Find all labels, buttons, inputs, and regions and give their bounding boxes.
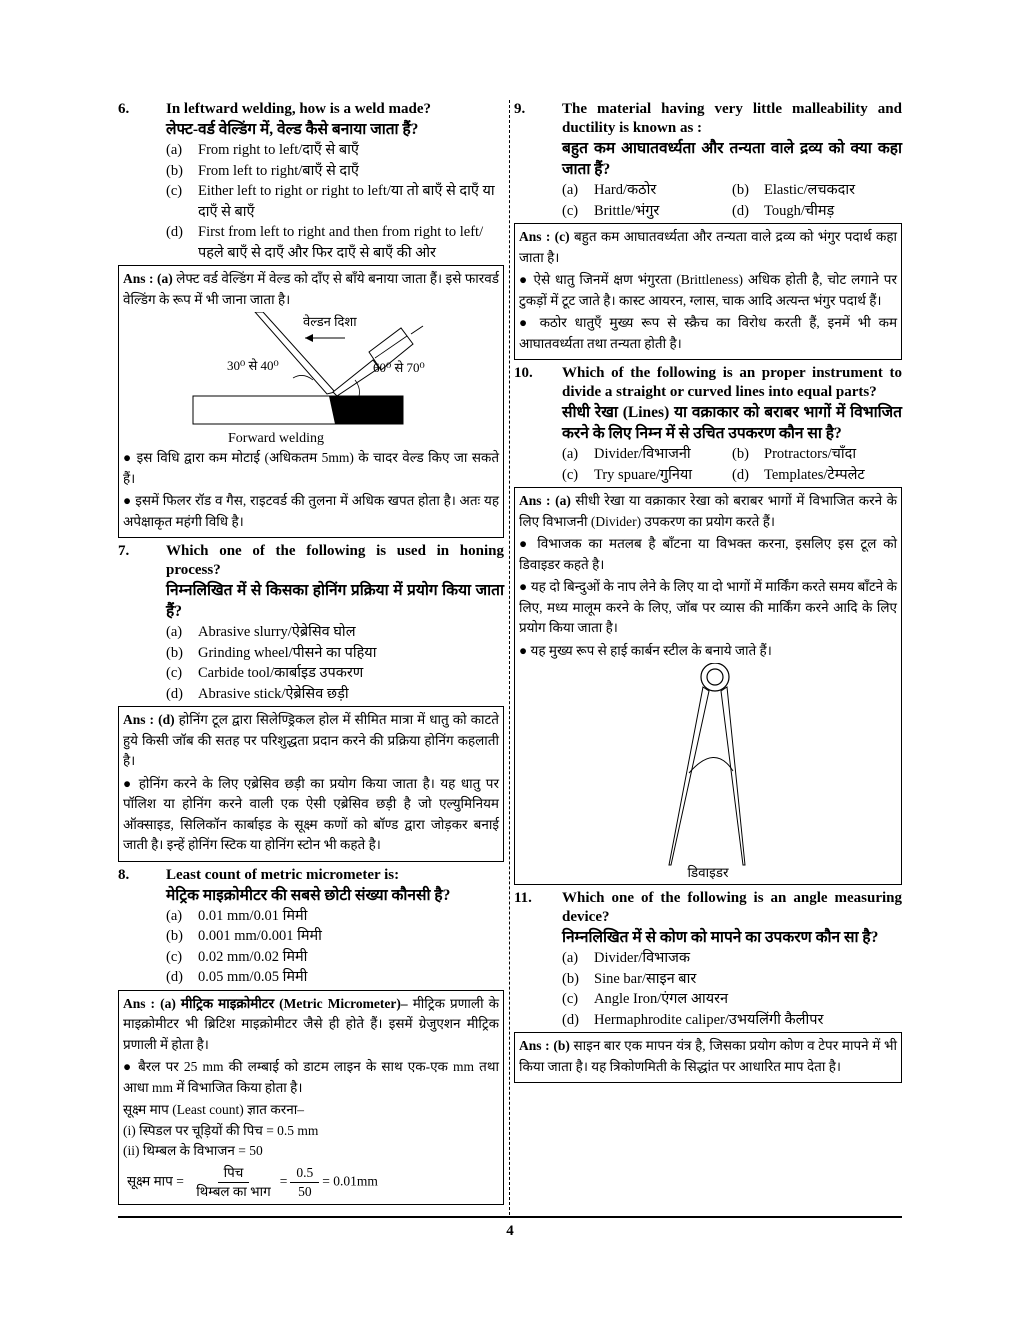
answer-box: Ans : (a) मीट्रिक माइक्रोमीटर (Metric Micrometer)– मीट्रिक प्रणाली के माइक्रोमीटर भी ब्रिटिश माइक्रोमीटर जैसे ही होते हैं। इसमें ग्रेजुएशन मीट्रिक प्रणाली में होता है। ● बैरल पर 25 mm की लम्बाई को डाटम लाइन के साथ एक-एक mm तथा आधा mm में विभाजित किया होता है। सूक्ष्म माप (Least count) ज्ञात करना– (i) स्पिडल पर चूड़ियों की पिच = 0.5 mm (ii) थिम्बल के विभाजन = 50 सूक्ष्म माप = $\frac{\text{पिच}}{\text{थिम्बल का भाग}}$ = $\frac{0.5}{50}$ = 0.01mm [118,990,504,1205]
question-text-hi: बहुत कम आघातवर्ध्यता और तन्यता वाले द्रव्य को क्या कहा जाता हैं? [562,140,902,178]
formula-result: = 0.01mm [322,1173,378,1189]
answer-label: Ans : (a) मीट्रिक माइक्रोमीटर (Metric Micrometer)– [123,995,408,1011]
option-text: 0.05 mm/0.05 मिमी [198,969,308,985]
question-text-en: Which one of the following is used in honing process? [166,543,504,578]
option-letter: (c) [166,665,183,681]
option-letter: (b) [732,446,749,462]
left-column [118,100,504,1209]
option-letter: (d) [166,969,183,985]
options [514,444,902,485]
option-letter: (c) [562,991,579,1007]
divider-icon [669,663,745,865]
option-letter: (c) [166,183,183,199]
option-letter: (d) [562,1011,579,1028]
bottom-rule [118,1216,902,1218]
diagram-caption: Forward welding [228,431,325,446]
answer-box [514,1032,902,1083]
options [118,140,504,263]
question-10 [514,364,902,885]
option-letter: (d) [166,685,183,702]
option-text: Elastic/लचकदार [764,182,856,198]
option-text: Angle Iron/एंगल आयरन [594,991,729,1007]
question-6 [118,100,504,538]
option-letter: (c) [166,948,183,965]
fraction-denominator: थिम्बल का भाग [196,1183,271,1199]
option-letter: (b) [732,182,749,198]
option-text: 0.01 mm/0.01 मिमी [198,907,308,924]
option-b [562,969,902,990]
least-count-step-1: (i) स्पिडल पर चूड़ियों की पिच = 0.5 mm [123,1122,319,1138]
answer-box: Ans : (c) बहुत कम आघातवर्ध्यता और तन्यता वाले द्रव्य को भंगुर पदार्थ कहा जाता है। ● ऐसे धातु जिनमें क्षण भंगुरता (Brittleness) अधिक होती है, चोट लगाने पर टुकड़ों में टूट जाते है। कास्ट आयरन, ग्लास, चाक आदि अत्यन्त भंगुर पदार्थ हैं। ● कठोर धातुएँ मुख्य रूप से स्क्रैच का विरोध करती हैं, इनमें भी कम आघातवर्ध्यता तथा तन्यता होती है। [514,223,902,360]
answer-box: Ans : (a) सीधी रेखा या वक्राकार रेखा को बराबर भागों में विभाजित करने के लिए विभाजनी (Divider) उपकरण का प्रयोग करते हैं। ● विभाजक का मतलब है बाँटना या विभक्त करना, इसलिए इस टूल को डिवाइडर कहते है। ● यह दो बिन्दुओं के नाप लेने के लिए या दो भागों में मार्किंग करते समय बाँटने के लिए, मध्य मालूम करने के लिए, जॉब पर व्यास की मार्किंग करने आदि के लिए प्रयोग किया जाता है। ● यह मुख्य रूप से हाई कार्बन स्टील के बनाये जाते हैं। डिवाइडर [514,487,902,885]
question-text-hi: निम्नलिखित में से कोण को मापने का उपकरण कौन सा है? [562,929,879,946]
answer-box: Ans : (a) लेफ्ट वर्ड वेल्डिंग में वेल्ड को दाँए से बाँये बनाया जाता हैं। इसे फारवर्ड वेल्डिंग के रूप में भी जाना जाता है। वेल्डन दिशा 30⁰ से 40⁰ 60⁰ से 70⁰ Forward welding ● इस विधि द्वारा कम मोटाई (अधिकतम 5mm) के चादर वेल्ड किए जा सकते हैं। ● इसमें फिलर रॉड व गैस, राइटवर्ड की तुलना में अधिक खपत होता है। अतः यह अपेक्षाकृत महंगी विधि है। [118,265,504,538]
option-text: Try spuare/गुनिया [594,466,693,483]
option-c [166,663,504,684]
option-text: Protractors/चाँदा [764,446,857,462]
fraction [190,1164,277,1201]
question-text-en: In leftward welding, how is a weld made? [166,101,432,117]
option-text: Carbide tool/कार्बाइड उपकरण [198,665,364,681]
question-text-hi: निम्नलिखित में से किसका होनिंग प्रक्रिया में प्रयोग किया जाता हैं? [166,582,504,620]
question-text-en: Which of the following is an proper instrument to divide a straight or curved lines into equal parts? [562,365,902,400]
option-letter: (d) [732,466,749,483]
option-text: Abrasive stick/ऐब्रेसिव छड़ी [198,685,349,702]
option-text: Templates/टेम्पलेट [764,466,865,483]
option-a [166,140,504,161]
option-a [166,622,504,643]
angle-left-label: 30⁰ से 40⁰ [227,358,279,373]
weld-bead [329,396,403,424]
answer-label: Ans : (d) [123,712,175,727]
option-c [562,989,902,1010]
question-text-en: Which one of the following is an angle measuring device? [562,890,902,925]
option-d [166,967,504,988]
option-text: Either left to right or right to left/या तो बाएँ से दाएँ या दाएँ से बाएँ [198,183,495,220]
options [514,180,902,221]
option-b [732,444,902,465]
question-7 [118,542,504,862]
option-text: Sine bar/साइन बार [594,970,697,987]
option-a [562,444,732,465]
question-8 [118,866,504,1205]
note: बैरल पर 25 mm की लम्बाई को डाटम लाइन के साथ एक-एक mm तथा आधा mm में विभाजित किया होता है। [123,1059,499,1095]
welding-diagram [123,312,499,430]
option-text: Hermaphrodite caliper/उभयलिंगी कैलीपर [594,1011,824,1028]
options [118,622,504,704]
option-b [166,926,504,947]
option-letter: (a) [562,950,579,966]
option-letter: (a) [166,142,183,158]
note: इस विधि द्वारा कम मोटाई (अधिकतम 5mm) के चादर वेल्ड किए जा सकते हैं। [123,450,500,486]
question-number: 9. [514,101,526,117]
option-letter: (b) [562,970,579,987]
note: यह मुख्य रूप से हाई कार्बन स्टील के बनाये जाते हैं। [530,642,772,658]
question-number: 7. [118,543,130,559]
option-text: 0.02 mm/0.02 मिमी [198,948,308,965]
diagram-caption: डिवाइडर [687,865,729,880]
answer-text: लेफ्ट वर्ड वेल्डिंग में वेल्ड को दाँए से बाँये बनाया जाता हैं। इसे फारवर्ड वेल्डिंग के रूप में भी जाना जाता है। [123,271,500,307]
divider-diagram [519,663,895,875]
option-text: Grinding wheel/पीसने का पहिया [198,644,377,661]
answer-label: Ans : (b) [519,1038,570,1053]
option-text: Divider/विभाजनी [594,446,691,462]
option-letter: (c) [562,202,579,219]
answer-text: सीधी रेखा या वक्राकार रेखा को बराबर भागों में विभाजित करने के लिए विभाजनी (Divider) उपकरण का प्रयोग करते हैं। [519,493,898,529]
answer-box: Ans : (d) होनिंग टूल द्वारा सिलेण्ड्रिकल होल में सीमित मात्रा में धातु को काटते हुये किसी जॉब की सतह पर परिशुद्धता प्रदान करने की प्रक्रिया होनिंग कहलाती है। ● होनिंग करने के लिए एब्रेसिव छड़ी का प्रयोग किया जाता है। यह धातु पर पॉलिश या होनिंग करने वाली एक ऐसी एब्रेसिव छड़ी है जो एल्युमिनियम ऑक्साइड, सिलिकॉन कार्बाइड के सूक्ष्म कणों को बॉण्ड द्वारा जोड़कर बनाई जाती है। इन्हें होनिंग स्टिक या होनिंग स्टोन भी कहते है। [118,706,504,862]
option-d [562,1010,902,1031]
option-b [166,643,504,664]
option-letter: (c) [562,466,579,483]
option-letter: (a) [166,907,183,924]
option-a [562,948,902,969]
answer-text: बहुत कम आघातवर्ध्यता और तन्यता वाले द्रव्य को भंगुर पदार्थ कहा जाता है। [519,229,898,265]
option-d [732,465,902,486]
formula-lhs: सूक्ष्म माप = [127,1173,184,1189]
question-text-hi: लेफ्ट-वर्ड वेल्डिंग में, वेल्ड कैसे बनाया जाता हैं? [166,121,419,138]
option-text: Hard/कठोर [594,182,657,198]
note: होनिंग करने के लिए एब्रेसिव छड़ी का प्रयोग किया जाता है। यह धातु पर पॉलिश या होनिंग करने वाली एक ऐसी एब्रेसिव छड़ी है जो एल्युमिनियम ऑक्साइड, सिलिकॉन कार्बाइड के सूक्ष्म कणों को बॉण्ड द्वारा जोड़कर बनाई जाती है। इन्हें होनिंग स्टिक या होनिंग स्टोन भी कहते है। [123,775,499,852]
option-letter: (d) [732,202,749,219]
question-11 [514,889,902,1083]
option-text: Tough/चीमड़ [764,202,835,219]
fraction-denominator: 50 [298,1183,312,1199]
option-letter: (b) [166,928,183,944]
option-letter: (b) [166,644,183,661]
answer-text: साइन बार एक मापन यंत्र है, जिसका प्रयोग कोण व टेपर मापने में भी किया जाता है। यह त्रिकोणमिती के सिद्धांत पर आधारित माप देता है। [519,1038,898,1074]
note: विभाजक का मतलब है बाँटना या विभक्त करना, इसलिए इस टूल को डिवाइडर कहते है। [519,536,898,572]
fraction-numerator: पिच [218,1164,250,1183]
answer-label: Ans : (c) [519,229,570,244]
right-column [514,100,902,1087]
question-number: 6. [118,101,130,117]
option-a [562,180,732,201]
answer-text: मीट्रिक प्रणाली के माइक्रोमीटर भी ब्रिटिश माइक्रोमीटर जैसे ही होते हैं। इसमें ग्रेजुएशन मीट्रिक प्रणाली में होता है। [123,995,499,1052]
option-c [166,181,504,222]
option-text: From right to left/दाएँ से बाएँ [198,142,359,158]
options [118,906,504,988]
question-text-en: Least count of metric micrometer is: [166,866,400,883]
option-letter: (a) [562,182,579,198]
option-text: Brittle/भंगुर [594,202,660,219]
option-letter: (d) [166,224,183,240]
arrow-head-icon [305,334,313,342]
options [514,948,902,1030]
question-number: 11. [514,890,532,906]
note: कठोर धातुएँ मुख्य रूप से स्क्रैच का विरोध करती हैं, इनमें भी कम आघातवर्ध्यता तथा तन्यता होती है। [519,315,898,351]
option-text: Divider/विभाजक [594,950,690,966]
option-text: First from left to right and then from right to left/पहले बाएँ से दाएँ और फिर दाएँ से बाएँ की ओर [198,224,484,261]
question-number: 10. [514,365,533,381]
fraction [290,1164,319,1201]
note: इसमें फिलर रॉड व गैस, राइटवर्ड की तुलना में अधिक खपत होता है। अतः यह अपेक्षाकृत महंगी विधि है। [123,493,499,529]
option-c [562,201,732,222]
question-text-hi: मेट्रिक माइक्रोमीटर की सबसे छोटी संख्या कौनसी है? [166,886,451,904]
note: यह दो बिन्दुओं के नाप लेने के लिए या दो भागों में मार्किंग करते समय बाँटने के लिए, मध्य मालूम करने के लिए, जॉब पर व्यास की मार्किंग करने आदि के लिए प्रयोग किया जाता है। [519,579,898,635]
option-c [562,465,732,486]
least-count-formula [123,1164,499,1201]
least-count-step-2: (ii) थिम्बल के विभाजन = 50 [123,1143,263,1158]
question-number: 8. [118,866,130,883]
option-b [166,161,504,182]
option-b [732,180,902,201]
option-letter: (b) [166,162,183,179]
option-letter: (a) [166,624,183,640]
note: ऐसे धातु जिनमें क्षण भंगुरता (Brittleness) अधिक होती है, चोट लगाने पर टुकड़ों में टूट जाते है। कास्ट आयरन, ग्लास, चाक आदि अत्यन्त भंगुर पदार्थ हैं। [519,272,897,308]
answer-label: Ans : (a) [519,493,571,508]
answer-label: Ans : (a) [123,271,173,286]
question-9 [514,100,902,360]
direction-label: वेल्डन दिशा [303,314,357,329]
option-d [732,201,902,222]
option-c [166,947,504,968]
option-text: 0.001 mm/0.001 मिमी [198,928,322,944]
fraction-numerator: 0.5 [290,1164,319,1183]
option-letter: (a) [562,446,579,462]
option-d [166,222,504,263]
question-text-hi: सीधी रेखा (Lines) या वक्राकार को बराबर भागों में विभाजित करने के लिए निम्न में से उचित उपकरण कौन सा है? [562,404,902,442]
page-number: 4 [506,1223,514,1239]
question-text-en: The material having very little malleability and ductility is known as : [562,101,902,136]
angle-right-label: 60⁰ से 70⁰ [373,360,425,375]
column-divider [509,100,510,1215]
option-a [166,906,504,927]
least-count-heading: सूक्ष्म माप (Least count) ज्ञात करना– [123,1102,305,1117]
option-text: From left to right/बाएँ से दाएँ [198,162,359,179]
option-d [166,684,504,705]
answer-text: होनिंग टूल द्वारा सिलेण्ड्रिकल होल में सीमित मात्रा में धातु को काटते हुये किसी जॉब की सतह पर परिशुद्धता प्रदान करने की प्रक्रिया होनिंग कहलाती है। [123,712,500,768]
equals-sign: = [279,1173,288,1189]
option-text: Abrasive slurry/ऐब्रेसिव घोल [198,624,356,640]
